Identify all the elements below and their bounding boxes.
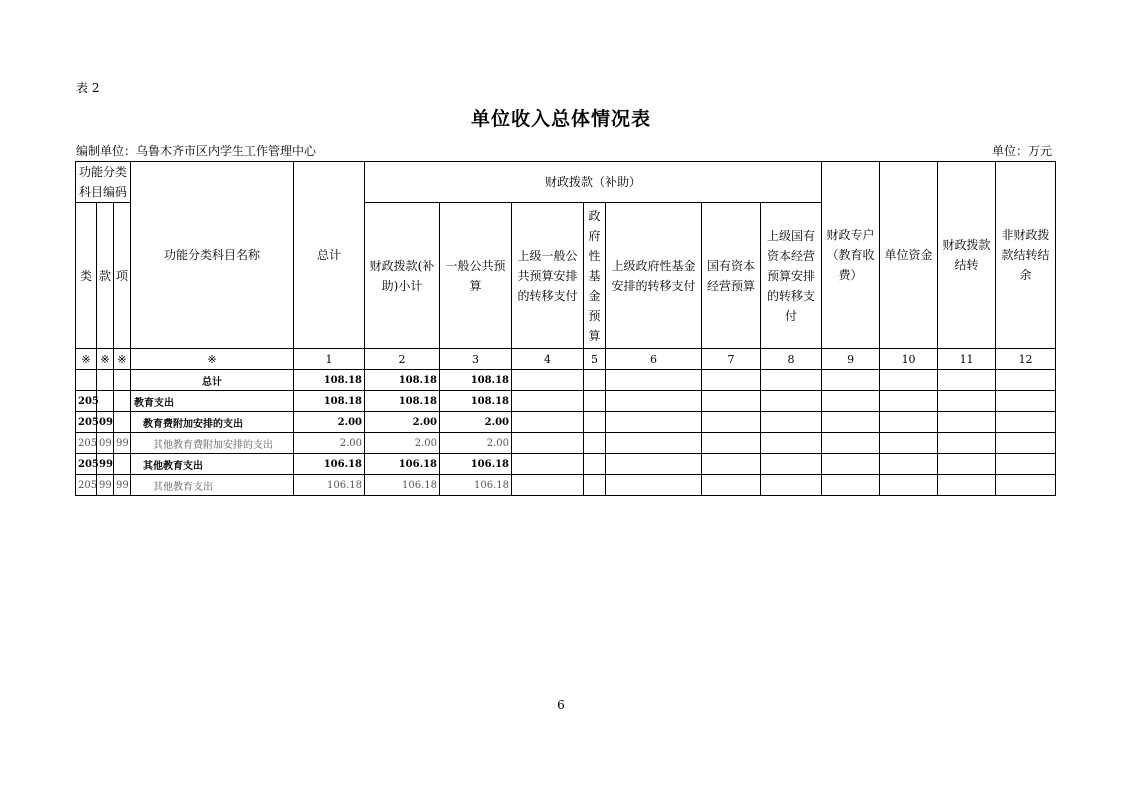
cell-kuan [97,391,114,412]
cell-lei: 205 [76,454,97,475]
header-nonfiscal-carryover: 非财政拨款结转结余 [996,162,1056,349]
header-xiang: 项 [114,203,131,349]
header-upper-state-capital-transfer: 上级国有资本经营预算安排的转移支付 [761,203,822,349]
table-label: 表 2 [76,81,100,95]
column-number: ※ [76,349,97,370]
document-title: 单位收入总体情况表 [470,108,651,130]
column-number: ※ [97,349,114,370]
column-number: ※ [114,349,131,370]
cell-total: 106.18 [294,454,365,475]
column-number: 9 [822,349,880,370]
cell-total: 108.18 [294,370,365,391]
cell-xiang [114,454,131,475]
header-fiscal-carryover: 财政拨款结转 [938,162,996,349]
cell-general: 108.18 [440,391,512,412]
column-number: 3 [440,349,512,370]
header-upper-gov-fund-transfer: 上级政府性基金安排的转移支付 [606,203,702,349]
cell-subtotal: 2.00 [365,412,440,433]
cell-name: 其他教育支出 [131,475,294,496]
cell-xiang [114,412,131,433]
header-upper-general-transfer: 上级一般公共预算安排的转移支付 [512,203,584,349]
cell-general: 106.18 [440,454,512,475]
table-row-total [76,370,1056,391]
column-number-row [76,349,1056,370]
page-number: 6 [557,698,565,712]
cell-lei: 205 [76,391,97,412]
column-number: 5 [584,349,606,370]
cell-total: 2.00 [294,433,365,454]
income-summary-table [75,161,1056,496]
cell-xiang: 99 [114,475,131,496]
column-number: 1 [294,349,365,370]
header-row-top [76,162,1056,203]
cell-general: 106.18 [440,475,512,496]
header-func-code: 功能分类科目编码 [76,162,131,203]
column-number: 11 [938,349,996,370]
cell-subtotal: 108.18 [365,391,440,412]
header-unit-fund: 单位资金 [880,162,938,349]
cell-lei: 205 [76,475,97,496]
cell-subtotal: 108.18 [365,370,440,391]
header-kuan: 款 [97,203,114,349]
cell-xiang [114,391,131,412]
cell-total: 106.18 [294,475,365,496]
header-fiscal-group: 财政拨款（补助） [365,162,822,203]
column-number: 6 [606,349,702,370]
table-row [76,475,1056,496]
cell-name: 教育支出 [131,391,294,412]
header-special-fund: 财政专户（教育收费） [822,162,880,349]
cell-subtotal: 2.00 [365,433,440,454]
cell-xiang: 99 [114,433,131,454]
column-number: 12 [996,349,1056,370]
cell-name: 其他教育费附加安排的支出 [131,433,294,454]
cell-total: 108.18 [294,391,365,412]
cell-xiang [114,370,131,391]
header-gov-fund: 政府性基金预算 [584,203,606,349]
cell-name: 教育费附加安排的支出 [131,412,294,433]
cell-lei: 205 [76,433,97,454]
column-number: 8 [761,349,822,370]
header-total: 总计 [294,162,365,349]
cell-lei: 205 [76,412,97,433]
cell-kuan: 99 [97,475,114,496]
header-state-capital: 国有资本经营预算 [702,203,761,349]
compiler-unit: 编制单位：乌鲁木齐市区内学生工作管理中心 [76,144,317,158]
column-number: 2 [365,349,440,370]
cell-general: 108.18 [440,370,512,391]
header-general-budget: 一般公共预算 [440,203,512,349]
column-number: 10 [880,349,938,370]
header-fiscal-subtotal: 财政拨款(补助)小计 [365,203,440,349]
cell-name: 总计 [131,370,294,391]
cell-subtotal: 106.18 [365,454,440,475]
cell-kuan [97,370,114,391]
header-lei: 类 [76,203,97,349]
currency-unit: 单位：万元 [991,144,1052,158]
table-row [76,391,1056,412]
cell-kuan: 99 [97,454,114,475]
cell-name: 其他教育支出 [131,454,294,475]
column-number: 7 [702,349,761,370]
column-number: 4 [512,349,584,370]
cell-general: 2.00 [440,412,512,433]
cell-lei [76,370,97,391]
table-row [76,454,1056,475]
cell-general: 2.00 [440,433,512,454]
cell-subtotal: 106.18 [365,475,440,496]
header-func-name: 功能分类科目名称 [131,162,294,349]
cell-total: 2.00 [294,412,365,433]
table-row [76,412,1056,433]
cell-kuan: 09 [97,433,114,454]
table-row [76,433,1056,454]
column-number: ※ [131,349,294,370]
cell-kuan: 09 [97,412,114,433]
